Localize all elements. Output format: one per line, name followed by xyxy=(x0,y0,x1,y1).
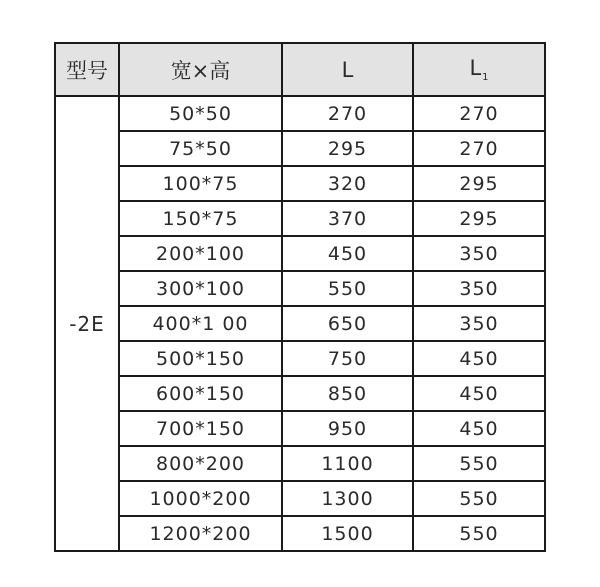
l-cell: 370 xyxy=(282,201,413,236)
table-row xyxy=(55,306,545,341)
l-cell: 450 xyxy=(282,236,413,271)
size-cell: 500*150 xyxy=(119,341,282,376)
l1-cell: 450 xyxy=(413,411,545,446)
l-cell: 650 xyxy=(282,306,413,341)
l-cell: 1300 xyxy=(282,481,413,516)
size-cell: 600*150 xyxy=(119,376,282,411)
l1-cell: 450 xyxy=(413,376,545,411)
size-cell: 200*100 xyxy=(119,236,282,271)
l1-cell: 270 xyxy=(413,131,545,166)
l-cell: 950 xyxy=(282,411,413,446)
size-cell: 700*150 xyxy=(119,411,282,446)
header-row xyxy=(55,43,545,96)
header-l1-base: L xyxy=(469,56,482,80)
header-l: L xyxy=(282,43,413,96)
l1-cell: 450 xyxy=(413,341,545,376)
table-row xyxy=(55,376,545,411)
table-body xyxy=(55,96,545,551)
size-cell: 800*200 xyxy=(119,446,282,481)
l-cell: 295 xyxy=(282,131,413,166)
l1-cell: 295 xyxy=(413,201,545,236)
l-cell: 320 xyxy=(282,166,413,201)
table-row xyxy=(55,481,545,516)
size-cell: 300*100 xyxy=(119,271,282,306)
table-row xyxy=(55,411,545,446)
header-l1-subscript: 1 xyxy=(482,72,489,83)
table-row xyxy=(55,166,545,201)
size-cell: 400*1 00 xyxy=(119,306,282,341)
table-row xyxy=(55,201,545,236)
size-cell: 150*75 xyxy=(119,201,282,236)
l-cell: 750 xyxy=(282,341,413,376)
l-cell: 270 xyxy=(282,96,413,131)
table-row xyxy=(55,446,545,481)
l-cell: 1500 xyxy=(282,516,413,551)
l-cell: 1100 xyxy=(282,446,413,481)
table-row xyxy=(55,516,545,551)
header-model: 型号 xyxy=(55,43,119,96)
header-l1 xyxy=(413,43,545,96)
l1-cell: 295 xyxy=(413,166,545,201)
size-cell: 75*50 xyxy=(119,131,282,166)
l1-cell: 550 xyxy=(413,446,545,481)
table-row xyxy=(55,271,545,306)
l-cell: 550 xyxy=(282,271,413,306)
table-row xyxy=(55,96,545,131)
size-cell: 100*75 xyxy=(119,166,282,201)
l1-cell: 550 xyxy=(413,481,545,516)
spec-table xyxy=(54,42,546,552)
l1-cell: 350 xyxy=(413,271,545,306)
l1-cell: 270 xyxy=(413,96,545,131)
l1-cell: 550 xyxy=(413,516,545,551)
l-cell: 850 xyxy=(282,376,413,411)
model-cell: -2E xyxy=(55,96,119,551)
size-cell: 50*50 xyxy=(119,96,282,131)
table-row xyxy=(55,236,545,271)
size-cell: 1000*200 xyxy=(119,481,282,516)
table-row xyxy=(55,131,545,166)
size-cell: 1200*200 xyxy=(119,516,282,551)
l1-cell: 350 xyxy=(413,236,545,271)
l1-cell: 350 xyxy=(413,306,545,341)
table-row xyxy=(55,341,545,376)
header-size: 宽×高 xyxy=(119,43,282,96)
table-header xyxy=(55,43,545,96)
